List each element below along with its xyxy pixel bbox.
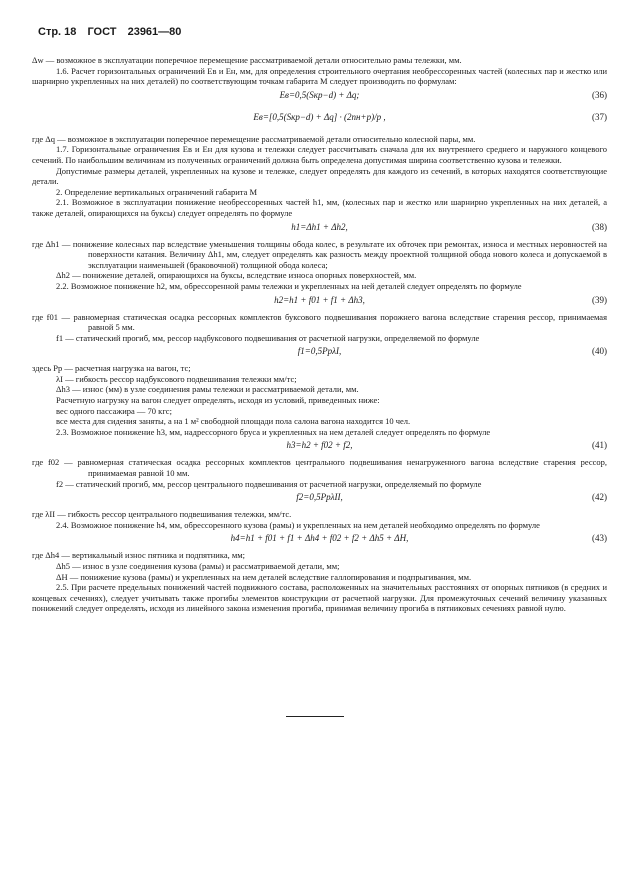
text-paragraph: Допустимые размеры деталей, укрепленных на кузове и тележке, следует определять для каждого из сечений, в которых находятся соответствующие детали.: [32, 165, 607, 187]
document-body: [32, 55, 607, 614]
formula-number: (37): [592, 111, 607, 122]
section-1-7: 1.7. Горизонтальные ограничения Eв и Eн для кузова и тележки следует рассчитывать сначала для их внутреннего среднего и наружного концевого сечений. По наибольшим величинам из полученных ограничений должна быть определена допустимая ширина соответственно кузова и тележки.: [32, 144, 607, 165]
section-2-2: 2.2. Возможное понижение h2, мм, обрессоренной рамы тележки и укрепленных на ней деталей следует определять по формуле: [56, 280, 522, 291]
section-2-1: 2.1. Возможное в эксплуатации понижение необрессоренных частей h1, мм, (колесных пар и жестко или шарнирно укрепленных на них деталей, а также деталей, опирающихся на буксы) следует определять по формуле: [32, 197, 607, 218]
formula-number: (40): [592, 346, 607, 357]
formula-number: (38): [592, 221, 607, 232]
formula-text: f2=0,5PpλII,: [296, 492, 343, 503]
page-number: Стр. 18: [38, 26, 77, 38]
section-2-heading: 2. Определение вертикальных ограничений габарита M: [56, 186, 258, 197]
definition: Δh2 — понижение деталей, опирающихся на буксы, вследствие износа опорных поверхностей, мм.: [56, 270, 417, 281]
definition: где Δh4 — вертикальный износ пятника и подпятника, мм;: [32, 550, 245, 561]
definition: где λII — гибкость рессор центрального подвешивания тележки, мм/тс.: [32, 509, 292, 520]
page-header: [38, 26, 189, 38]
formula-number: (41): [592, 440, 607, 451]
definition: λI — гибкость рессор надбуксового подвешивания тележки мм/тс;: [56, 373, 297, 384]
formula-43: [32, 533, 607, 547]
formula-number: (43): [592, 533, 607, 544]
formula-41: [32, 440, 607, 454]
section-divider: [286, 716, 344, 717]
definition: Δh5 — износ в узле соединения кузова (рамы) и рассматриваемой детали, мм;: [56, 561, 340, 571]
formula-text: f1=0,5PpλI,: [297, 346, 342, 357]
section-2-5: 2.5. При расчете предельных понижений частей подвижного состава, расположенных на значительных расстояниях от опорных пятников (в средних и концевых сечениях), следует учитывать также прогибы элементов конструкции от расчетной нагрузки. Для промежуточных сечений величину указанных понижений следует определять, исходя из линейного закона изменения прогиба, принимая величину прогиба в пятниковых сечениях равной нулю.: [32, 582, 607, 614]
formula-text: h2=h1 + f01 + f1 + Δh3,: [274, 294, 365, 305]
formula-39: [32, 295, 607, 309]
text-line: Расчетную нагрузку на вагон следует определять, исходя из условий, приведенных ниже:: [56, 395, 380, 406]
text-line: где Δq — возможное в эксплуатации поперечное перемещение рассматриваемой детали относительно колесной пары, мм.: [32, 133, 476, 144]
formula-text: Eв=[0,5(Sкр−d) + Δq] · (2nн+p)/p ,: [253, 111, 386, 122]
formula-text: h3=h2 + f02 + f2,: [286, 440, 353, 451]
definition: ΔH — понижение кузова (рамы) и укрепленных на нем деталей вследствие галлопирования и подпрыгивания, мм.: [56, 571, 472, 582]
text-line: все места для сидения заняты, а на 1 м² свободной площади пола салона вагона находится 10 чел.: [56, 416, 411, 427]
definition: f1 — статический прогиб, мм, рессор надбуксового подвешивания от расчетной нагрузки, определяемой по формуле: [56, 332, 480, 343]
formula-text: h4=h1 + f01 + f1 + Δh4 + f02 + f2 + Δh5 + ΔH,: [230, 533, 409, 544]
formula-text: Eв=0,5(Sкр−d) + Δq;: [279, 89, 360, 100]
formula-36: [32, 90, 607, 104]
formula-38: [32, 222, 607, 236]
formula-number: (42): [592, 492, 607, 503]
formula-number: (39): [592, 294, 607, 305]
formula-40: [32, 346, 607, 360]
section-1-6: 1.6. Расчет горизонтальных ограничений Eв и Eн, мм, для определения строительного очертания необрессоренных частей (колесных пар и жестко или шарнирно укрепленных на них деталей) по соответствующим точкам габарита M следует производить по формулам:: [32, 65, 607, 87]
section-2-3: 2.3. Возможное понижение h3, мм, надрессорного бруса и укрепленных на нем деталей следует определять по формуле: [56, 426, 491, 437]
formula-37: [32, 107, 607, 131]
section-2-4: 2.4. Возможное понижение h4, мм, обрессоренного кузова (рамы) и укрепленных на нем деталей необходимо определять по формуле: [56, 519, 540, 530]
text-line: Δw — возможное в эксплуатации поперечное перемещение рассматриваемой детали относительно рамы тележки, мм.: [32, 55, 462, 65]
definition: здесь Pp — расчетная нагрузка на вагон, тс;: [32, 363, 191, 374]
definition: Δh3 — износ (мм) в узле соединения рамы тележки и рассматриваемой детали, мм.: [56, 384, 359, 395]
definition: f2 — статический прогиб, мм, рессор центрального подвешивания от расчетной нагрузки, определяемый по формуле: [56, 478, 482, 489]
definition: где Δh1 — понижение колесных пар вследствие уменьшения толщины обода колес, в результате их обточек при ремонтах, износа и местных неровностей на поверхности катания. Величину Δh1, мм, следует определять как разность между проектной толщиной обода нового колеса и допускаемой в эксплуатации наименьшей (браковочной) толщиной обода колеса;: [32, 238, 607, 270]
definition: где f01 — равномерная статическая осадка рессорных комплектов буксового подвешивания порожнего вагона вследствие старения рессор, принимаемая равной 5 мм.: [32, 311, 607, 333]
gost-label: ГОСТ: [87, 26, 117, 38]
gost-number: 23961—80: [127, 26, 182, 38]
text-line: вес одного пассажира — 70 кгс;: [56, 405, 172, 416]
definition: где f02 — равномерная статическая осадка рессорных комплектов центрального подвешивания ненагруженного вагона вследствие старения рессор, принимаемая равной 10 мм.: [32, 457, 607, 479]
formula-text: h1=Δh1 + Δh2,: [291, 221, 348, 232]
formula-number: (36): [592, 89, 607, 100]
formula-42: [32, 492, 607, 506]
